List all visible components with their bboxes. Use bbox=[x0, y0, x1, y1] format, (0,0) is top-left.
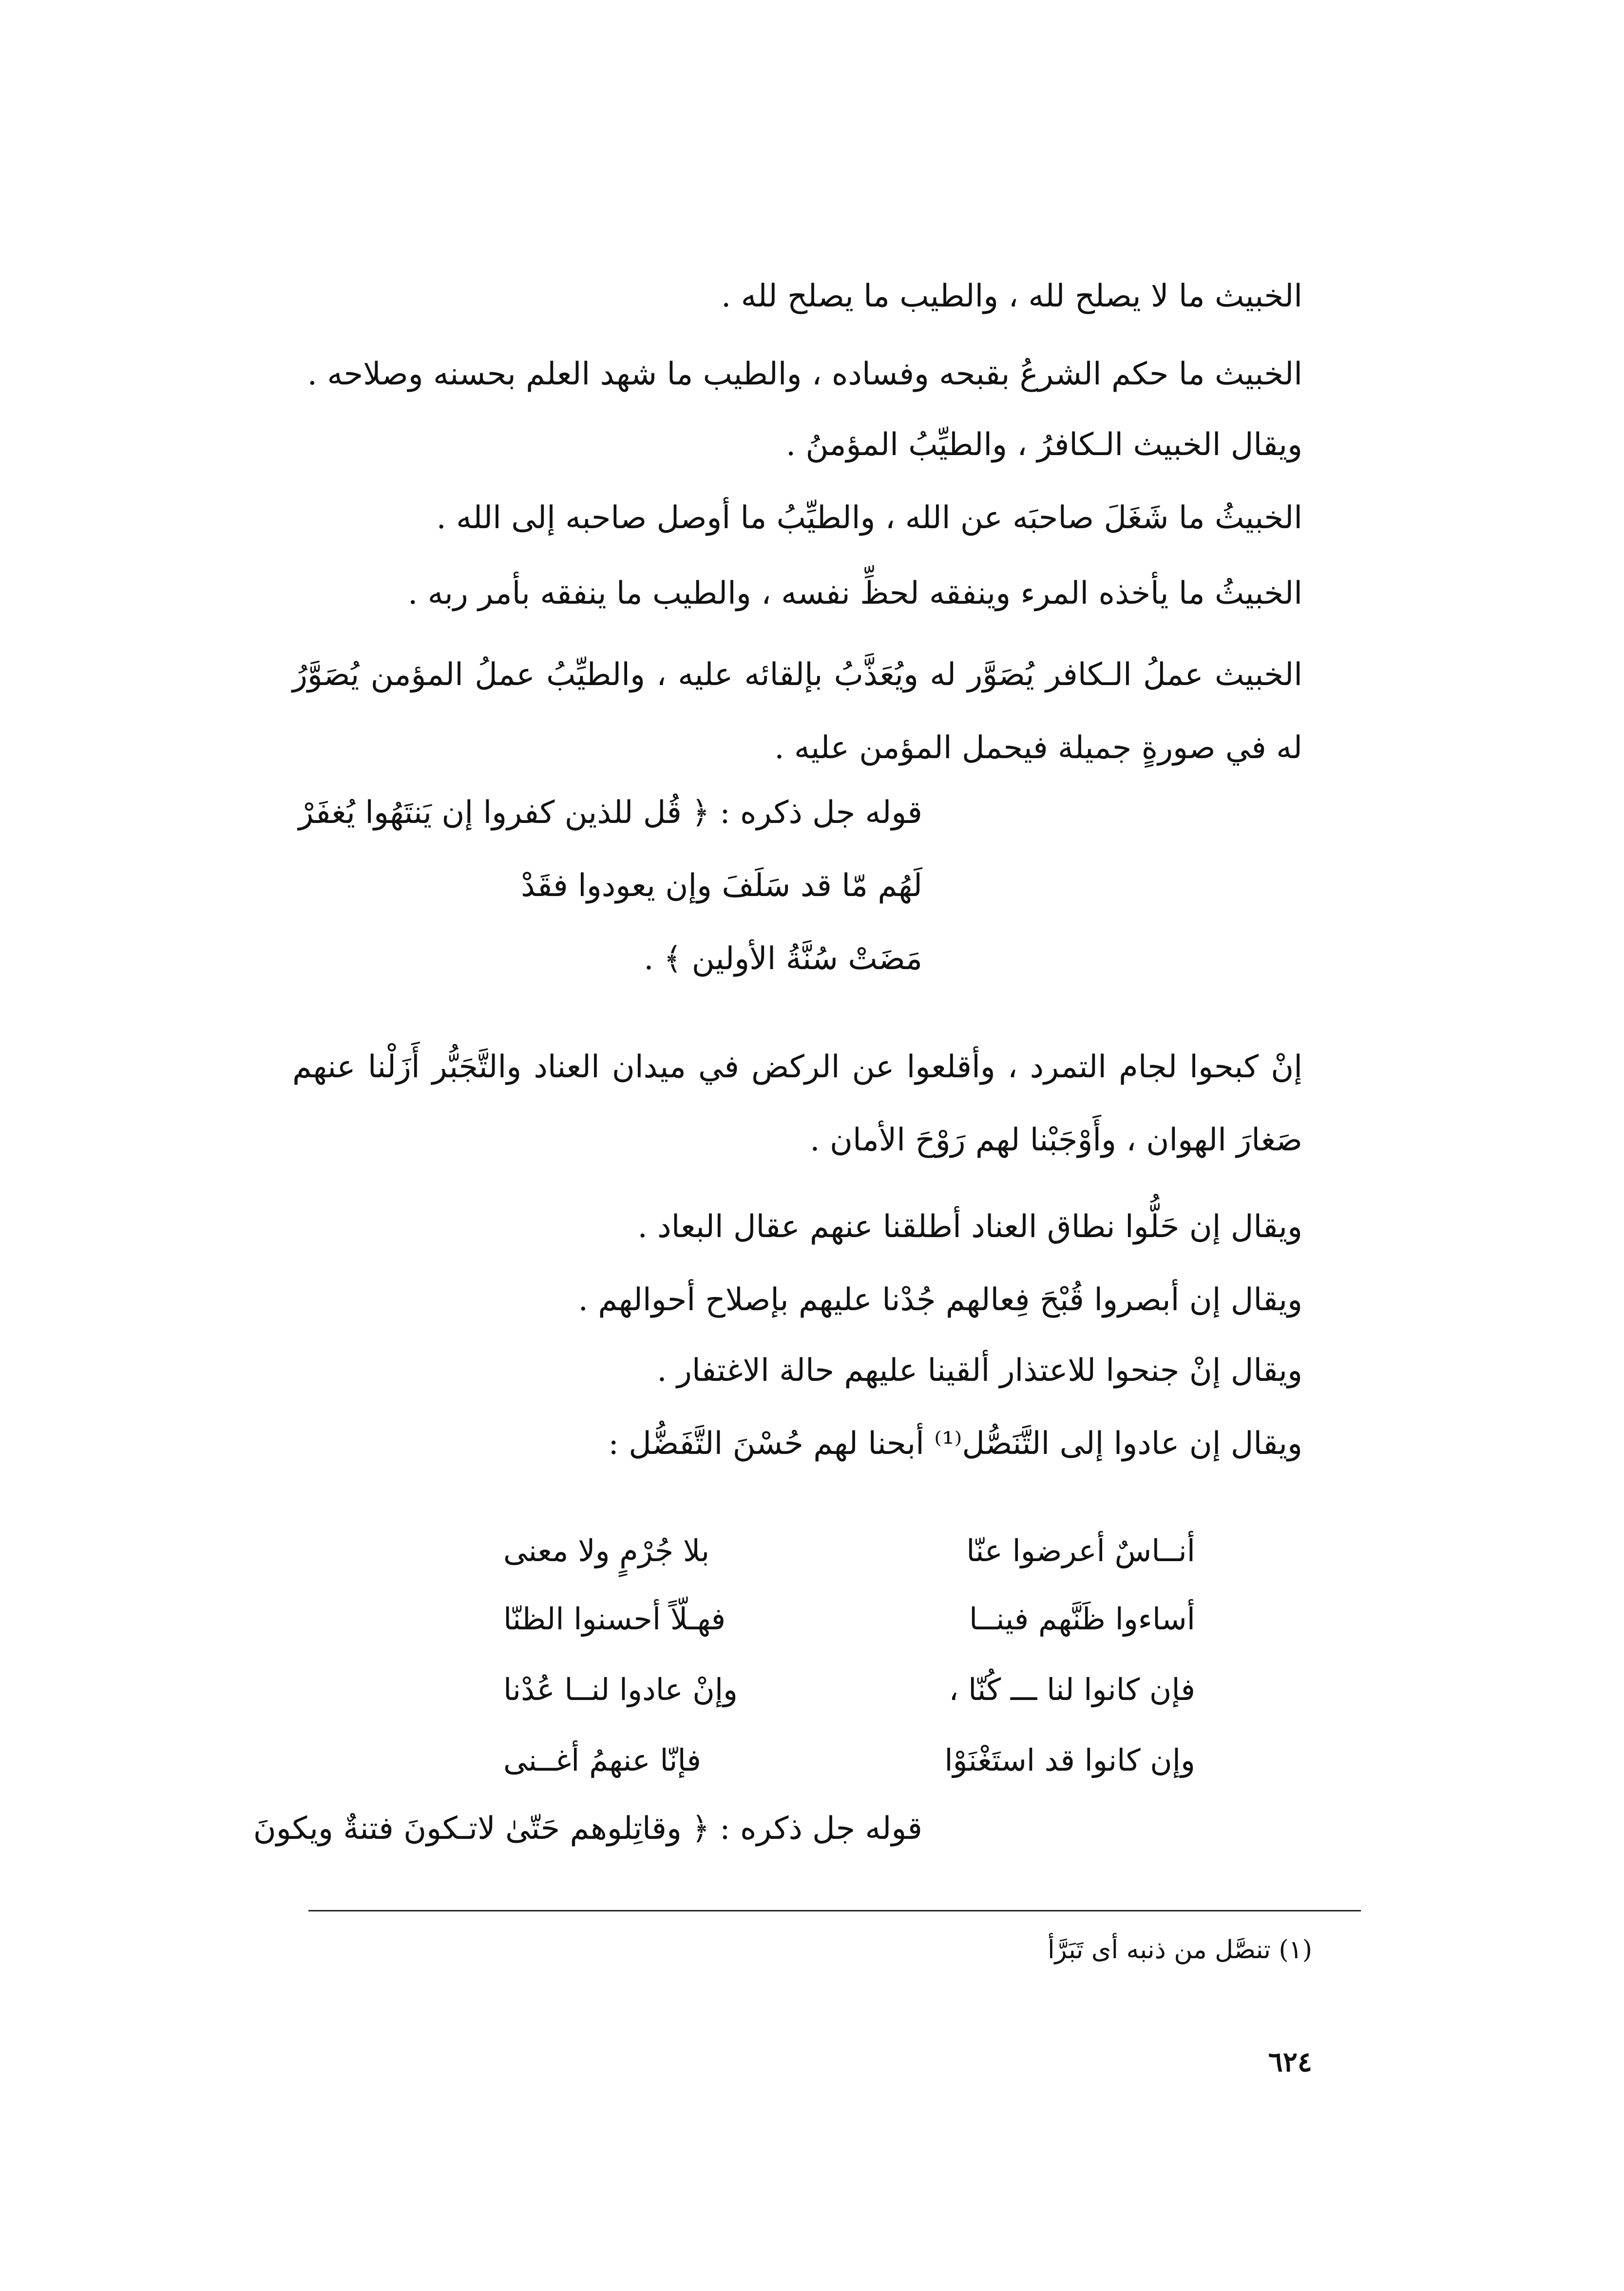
footnote-divider bbox=[308, 1910, 1361, 1911]
commentary-paragraph: إنْ كبحوا لجام التمرد ، وأقلعوا عن الركض في ميدان العناد والتَّجَبُّر أَزَلْنا عنهم صَغارَ الهوان ، وأَوْجَبْنا لهم رَوْحَ الأمان . bbox=[292, 1049, 1302, 1158]
poem-hemistich-right: أساءوا ظَنَّهم فينــا bbox=[969, 1601, 1195, 1637]
poem-verse-2 bbox=[503, 1596, 1195, 1644]
poem-hemistich-left: بلا جُرْمٍ ولا معنى bbox=[503, 1533, 710, 1568]
saying-line-4: ويقال إن عادوا إلى التَّنَصُّل⁽¹⁾ أبحنا لهم حُسْنَ التَّفَضُّل : bbox=[608, 1426, 1302, 1462]
poem-hemistich-right: فإن كانوا لنا ـــ كُنّا ، bbox=[949, 1672, 1195, 1707]
poem-verse-1 bbox=[503, 1527, 1195, 1576]
poem-hemistich-right: أنــاسٌ أعرضوا عنّا bbox=[966, 1533, 1195, 1568]
text-line-4: الخبيثُ ما شَغَلَ صاحبَه عن الله ، والطيِّبُ ما أوصل صاحبه إلى الله . bbox=[436, 500, 1302, 536]
poem-hemistich-left: فهـلّاً أحسنوا الظنّا bbox=[503, 1601, 726, 1637]
poem-hemistich-left: فإنّا عنهمُ أغــنى bbox=[503, 1742, 701, 1778]
poem-hemistich-left: وإنْ عادوا لنــا عُدْنا bbox=[503, 1672, 738, 1707]
saying-line-1: ويقال إن حَلُّوا نطاق العناد أطلقنا عنهم عقال البعاد . bbox=[637, 1209, 1302, 1245]
text-line-6: الخبيث عملُ الـكافر يُصَوَّر له ويُعَذَّبُ بإلقائه عليه ، والطيِّبُ عملُ المؤمن يُصَوَّرُ له في صورةٍ جميلة فيحمل المؤمن عليه . bbox=[292, 657, 1302, 766]
page-number: ٦٢٤ bbox=[1268, 2046, 1312, 2078]
text-line-3: ويقال الخبيث الـكافرُ ، والطيِّبُ المؤمنُ . bbox=[785, 427, 1302, 463]
poem-hemistich-right: وإن كانوا قد استَغْنَوْا bbox=[944, 1742, 1195, 1778]
text-line-1: الخبيث ما لا يصلح لله ، والطيب ما يصلح لله . bbox=[721, 278, 1302, 314]
text-line-5: الخبيثُ ما يأخذه المرء وينفقه لحظِّ نفسه ، والطيب ما ينفقه بأمر ربه . bbox=[408, 575, 1302, 611]
saying-line-3: ويقال إنْ جنحوا للاعتذار ألقينا عليهم حالة الاغتفار . bbox=[657, 1353, 1302, 1389]
quran-verse-2: قوله جل ذكره : ﴿ وقاتِلوهم حَتّىٰ لاتـكونَ فتنةٌ ويكونَ bbox=[253, 1811, 922, 1847]
poem-verse-4 bbox=[503, 1737, 1195, 1786]
saying-line-2: ويقال إن أبصروا قُبْحَ فِعالهم جُدْنا عليهم بإصلاح أحوالهم . bbox=[578, 1282, 1302, 1318]
footnote: (١) تنصَّل من ذنبه أى تَبَرَّأ bbox=[1048, 1935, 1312, 1965]
quran-verse-line-2: لَهُم مّا قد سَلَفَ وإن يعودوا فقَدْ bbox=[521, 868, 922, 904]
quran-verse-line-3: مَضَتْ سُنَّةُ الأولين ﴾ . bbox=[644, 941, 922, 977]
poem-verse-3 bbox=[503, 1666, 1195, 1715]
text-line-2: الخبيث ما حكم الشرعُ بقبحه وفساده ، والطيب ما شهد العلم بحسنه وصلاحه . bbox=[307, 356, 1302, 392]
quran-verse-line-1: قوله جل ذكره : ﴿ قُل للذين كفروا إن يَنتَهُوا يُغفَرْ bbox=[298, 795, 922, 831]
